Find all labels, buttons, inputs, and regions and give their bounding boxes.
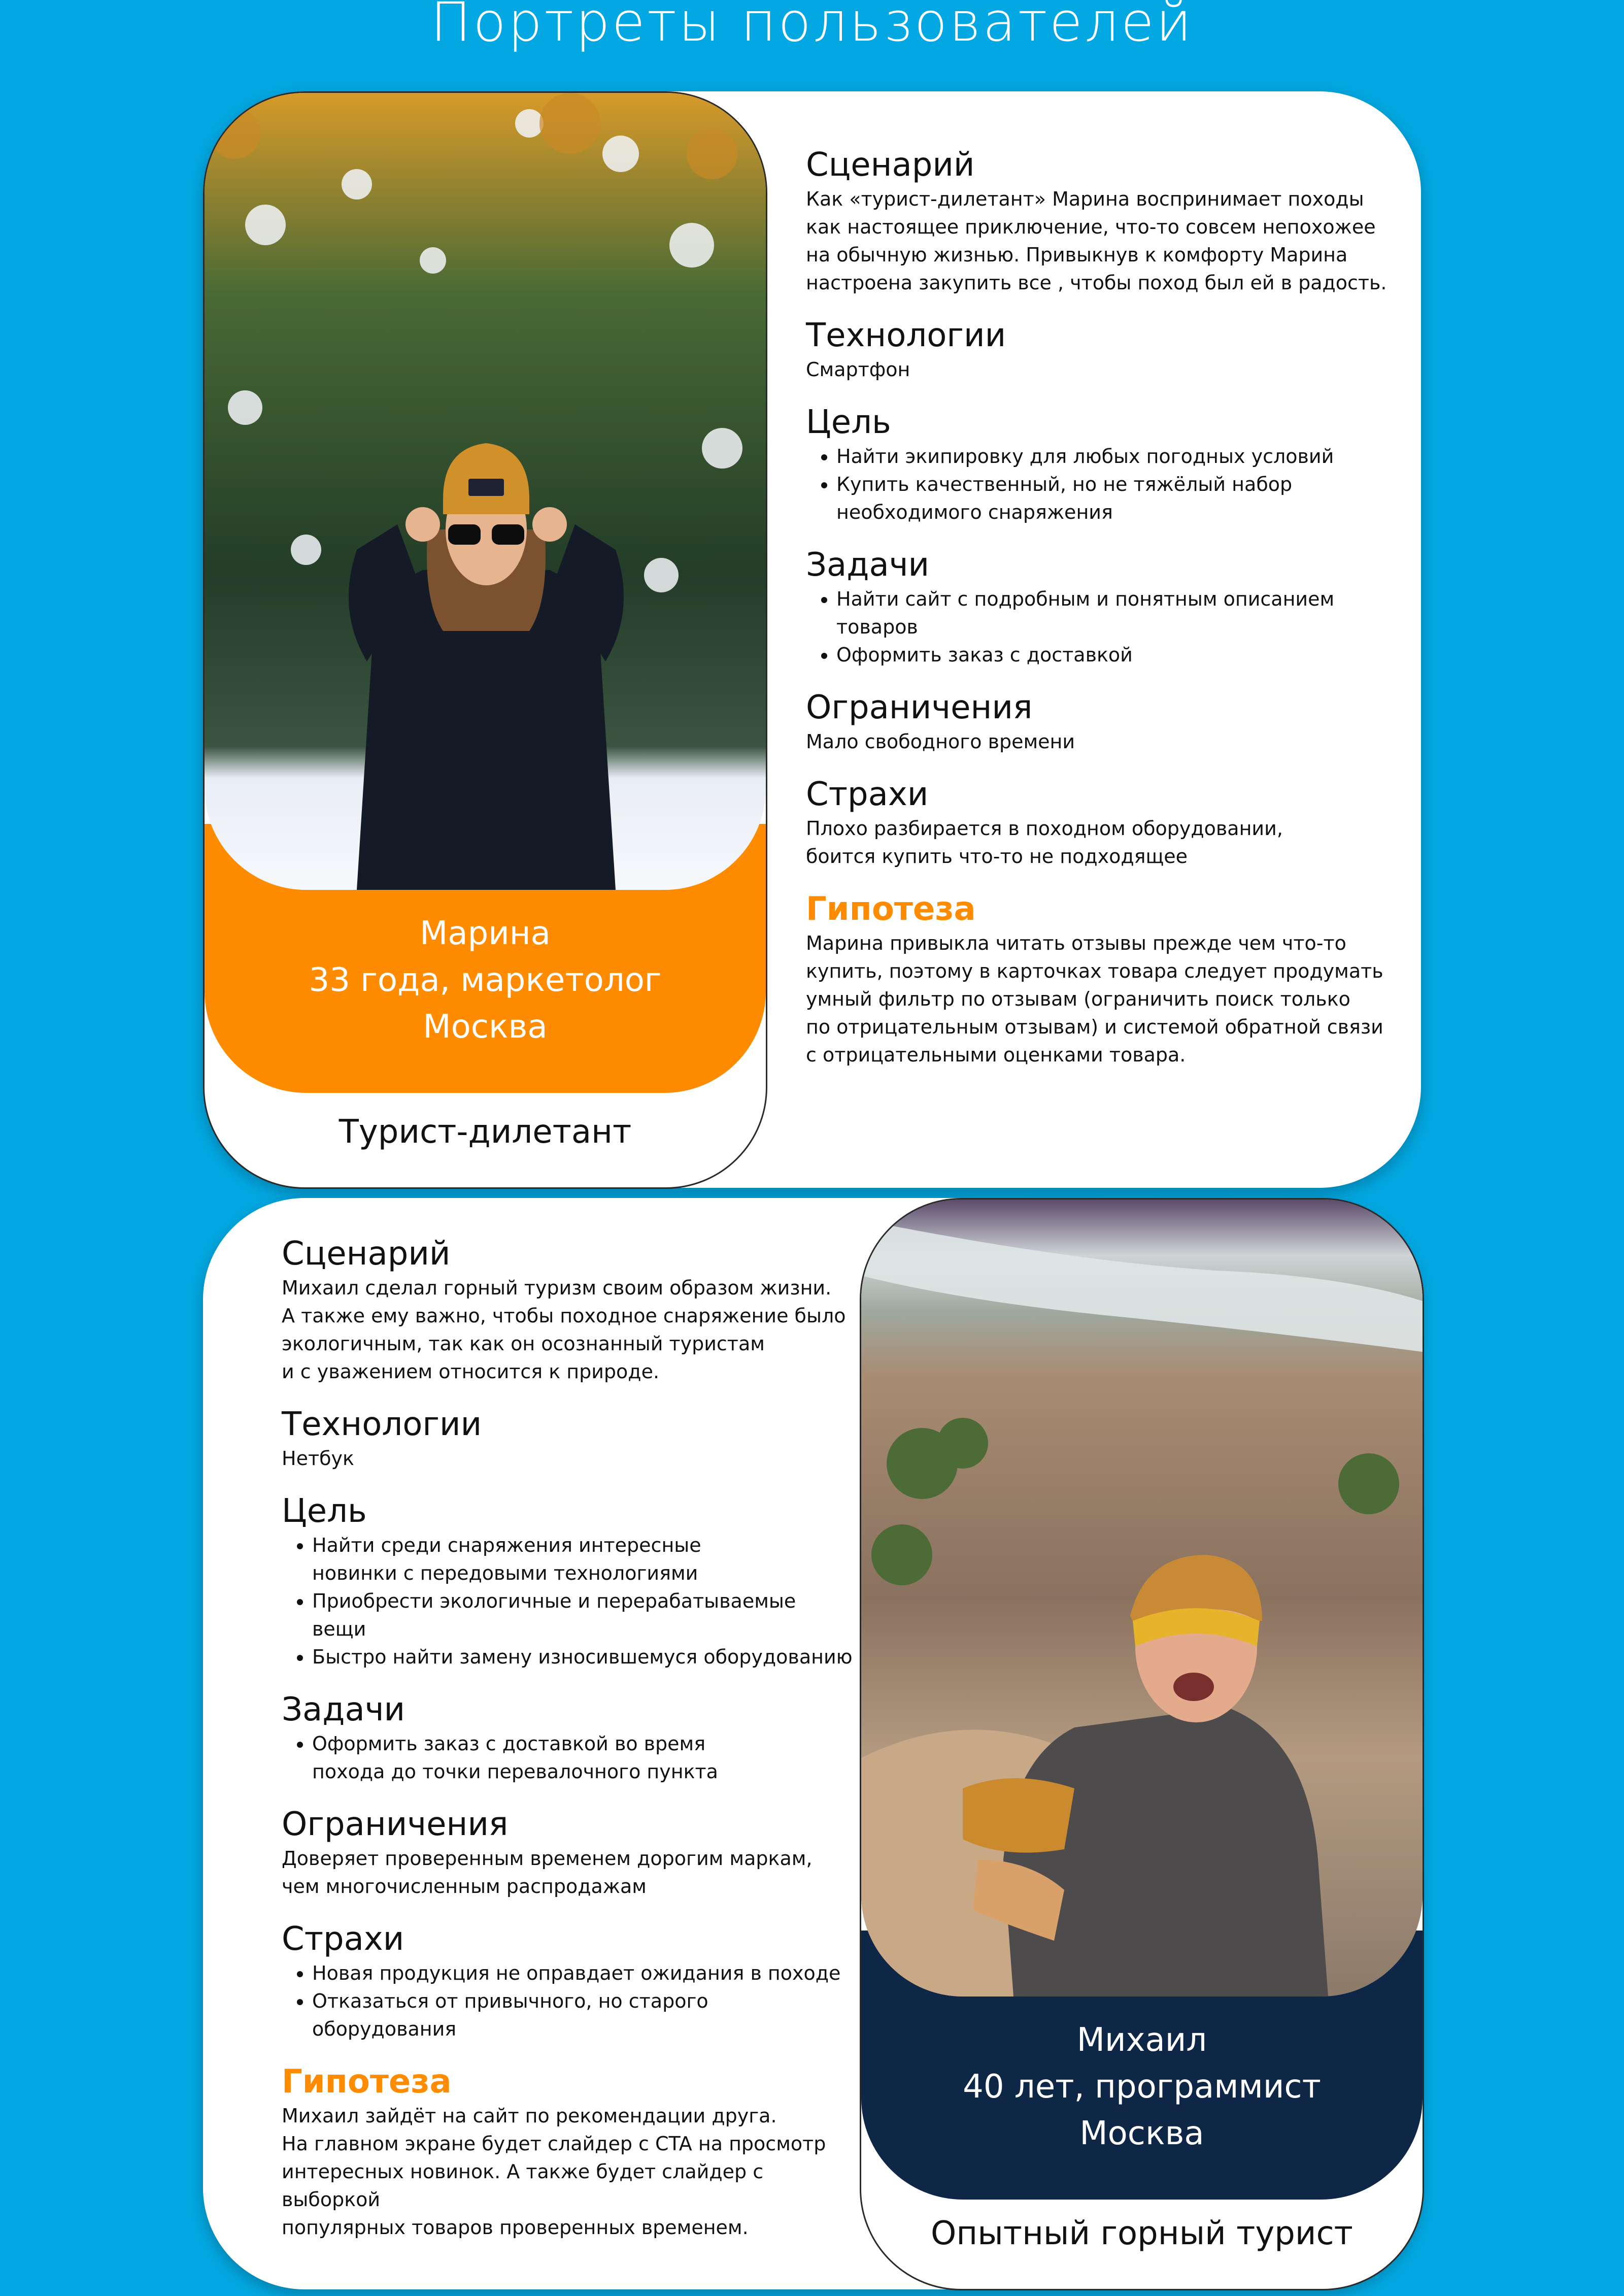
list-item: • Купить качественный, но не тяжёлый набор необходимого снаряжения: [836, 471, 1318, 526]
limits-heading: Ограничения: [806, 689, 1033, 726]
persona-age-job: 40 лет, программист: [963, 2068, 1321, 2106]
list-item: • Новая продукция не оправдает ожидания в походе: [312, 1959, 855, 1987]
list-item: • Найти экипировку для любых погодных условий: [836, 443, 1405, 471]
goal-list: [806, 443, 1405, 526]
persona-info: [205, 910, 766, 1050]
list-item: • Найти среди снаряжения интересные новинки с передовыми технологиями: [312, 1532, 769, 1587]
scenario-text: Как «турист-дилетант» Марина воспринимает походы как настоящее приключение, что-то совсем непохожее на обычную жизнью. Привыкнув к комфорту Марина настроена закупить все , чтобы поход был ей в радость.: [806, 188, 1387, 294]
persona-name: Михаил: [1076, 2021, 1207, 2059]
winter-forest-photo-icon: [205, 93, 766, 890]
limits-text: Доверяет проверенным временем дорогим маркам, чем многочисленным распродажам: [282, 1847, 813, 1898]
tasks-list: [282, 1730, 855, 1786]
persona-photo-marina: [205, 93, 766, 890]
persona-type: Турист-дилетант: [339, 1113, 632, 1151]
persona-type: Опытный горный турист: [931, 2215, 1353, 2252]
persona-details-mikhail: [282, 1234, 855, 2242]
fears-text: Плохо разбирается в походном оборудовании, боится купить что-то не подходящее: [806, 817, 1283, 868]
goal-list: [282, 1532, 855, 1671]
mountain-river-photo-icon: [861, 1200, 1423, 1996]
persona-profile-mikhail: [860, 1198, 1424, 2290]
limits-text: Мало свободного времени: [806, 730, 1075, 753]
page-title: Портреты пользователей: [430, 0, 1194, 53]
tech-heading: Технологии: [806, 317, 1006, 354]
tech-heading: Технологии: [282, 1406, 482, 1443]
list-item: • Приобрести экологичные и перерабатываемые вещи: [312, 1587, 855, 1643]
scenario-text: Михаил сделал горный туризм своим образом жизни. А также ему важно, чтобы походное снаряжение было экологичным, так как он осознанный туристам и с уважением относится к природе.: [282, 1277, 846, 1383]
persona-age-job: 33 года, маркетолог: [309, 961, 662, 999]
persona-info: [861, 2017, 1423, 2157]
tasks-list: [806, 585, 1405, 669]
fears-heading: Страхи: [806, 776, 929, 813]
hypothesis-heading: Гипотеза: [282, 2063, 452, 2101]
persona-card-mikhail: [203, 1198, 1421, 2289]
hypothesis-text: Марина привыкла читать отзывы прежде чем что-то купить, поэтому в карточках товара следует продумать умный фильтр по отзывам (ограничить поиск только по отрицательным отзывам) и системой обратной связи с отрицательными оценками товара.: [806, 932, 1383, 1066]
limits-heading: Ограничения: [282, 1806, 509, 1843]
persona-profile-marina: [203, 91, 767, 1189]
persona-photo-mikhail: [861, 1200, 1423, 1996]
list-item: • Оформить заказ с доставкой: [836, 641, 1405, 669]
tech-text: Смартфон: [806, 358, 910, 381]
list-item: • Быстро найти замену износившемуся оборудованию: [312, 1643, 855, 1671]
goal-heading: Цель: [282, 1492, 367, 1530]
persona-city: Москва: [1079, 2115, 1204, 2152]
hypothesis-text: Михаил зайдёт на сайт по рекомендации друга. На главном экране будет слайдер с CTA на просмотр интересных новинок. А также будет слайдер с выборкой популярных товаров проверенных временем.: [282, 2105, 826, 2239]
tech-text: Нетбук: [282, 1447, 354, 1470]
tasks-heading: Задачи: [282, 1691, 405, 1728]
goal-heading: Цель: [806, 404, 891, 441]
scenario-heading: Сценарий: [806, 146, 975, 184]
persona-city: Москва: [423, 1008, 548, 1046]
tasks-heading: Задачи: [806, 546, 930, 584]
fears-list: [282, 1959, 855, 2043]
persona-name: Марина: [420, 915, 551, 952]
persona-card-marina: [203, 91, 1421, 1188]
list-item: • Найти сайт с подробным и понятным описанием товаров: [836, 585, 1405, 641]
scenario-heading: Сценарий: [282, 1235, 451, 1273]
list-item: • Оформить заказ с доставкой во время похода до точки перевалочного пункта: [312, 1730, 769, 1786]
list-item: • Отказаться от привычного, но старого оборудования: [312, 1987, 855, 2043]
fears-heading: Страхи: [282, 1920, 404, 1958]
persona-details-marina: [806, 145, 1405, 1069]
hypothesis-heading: Гипотеза: [806, 890, 976, 928]
